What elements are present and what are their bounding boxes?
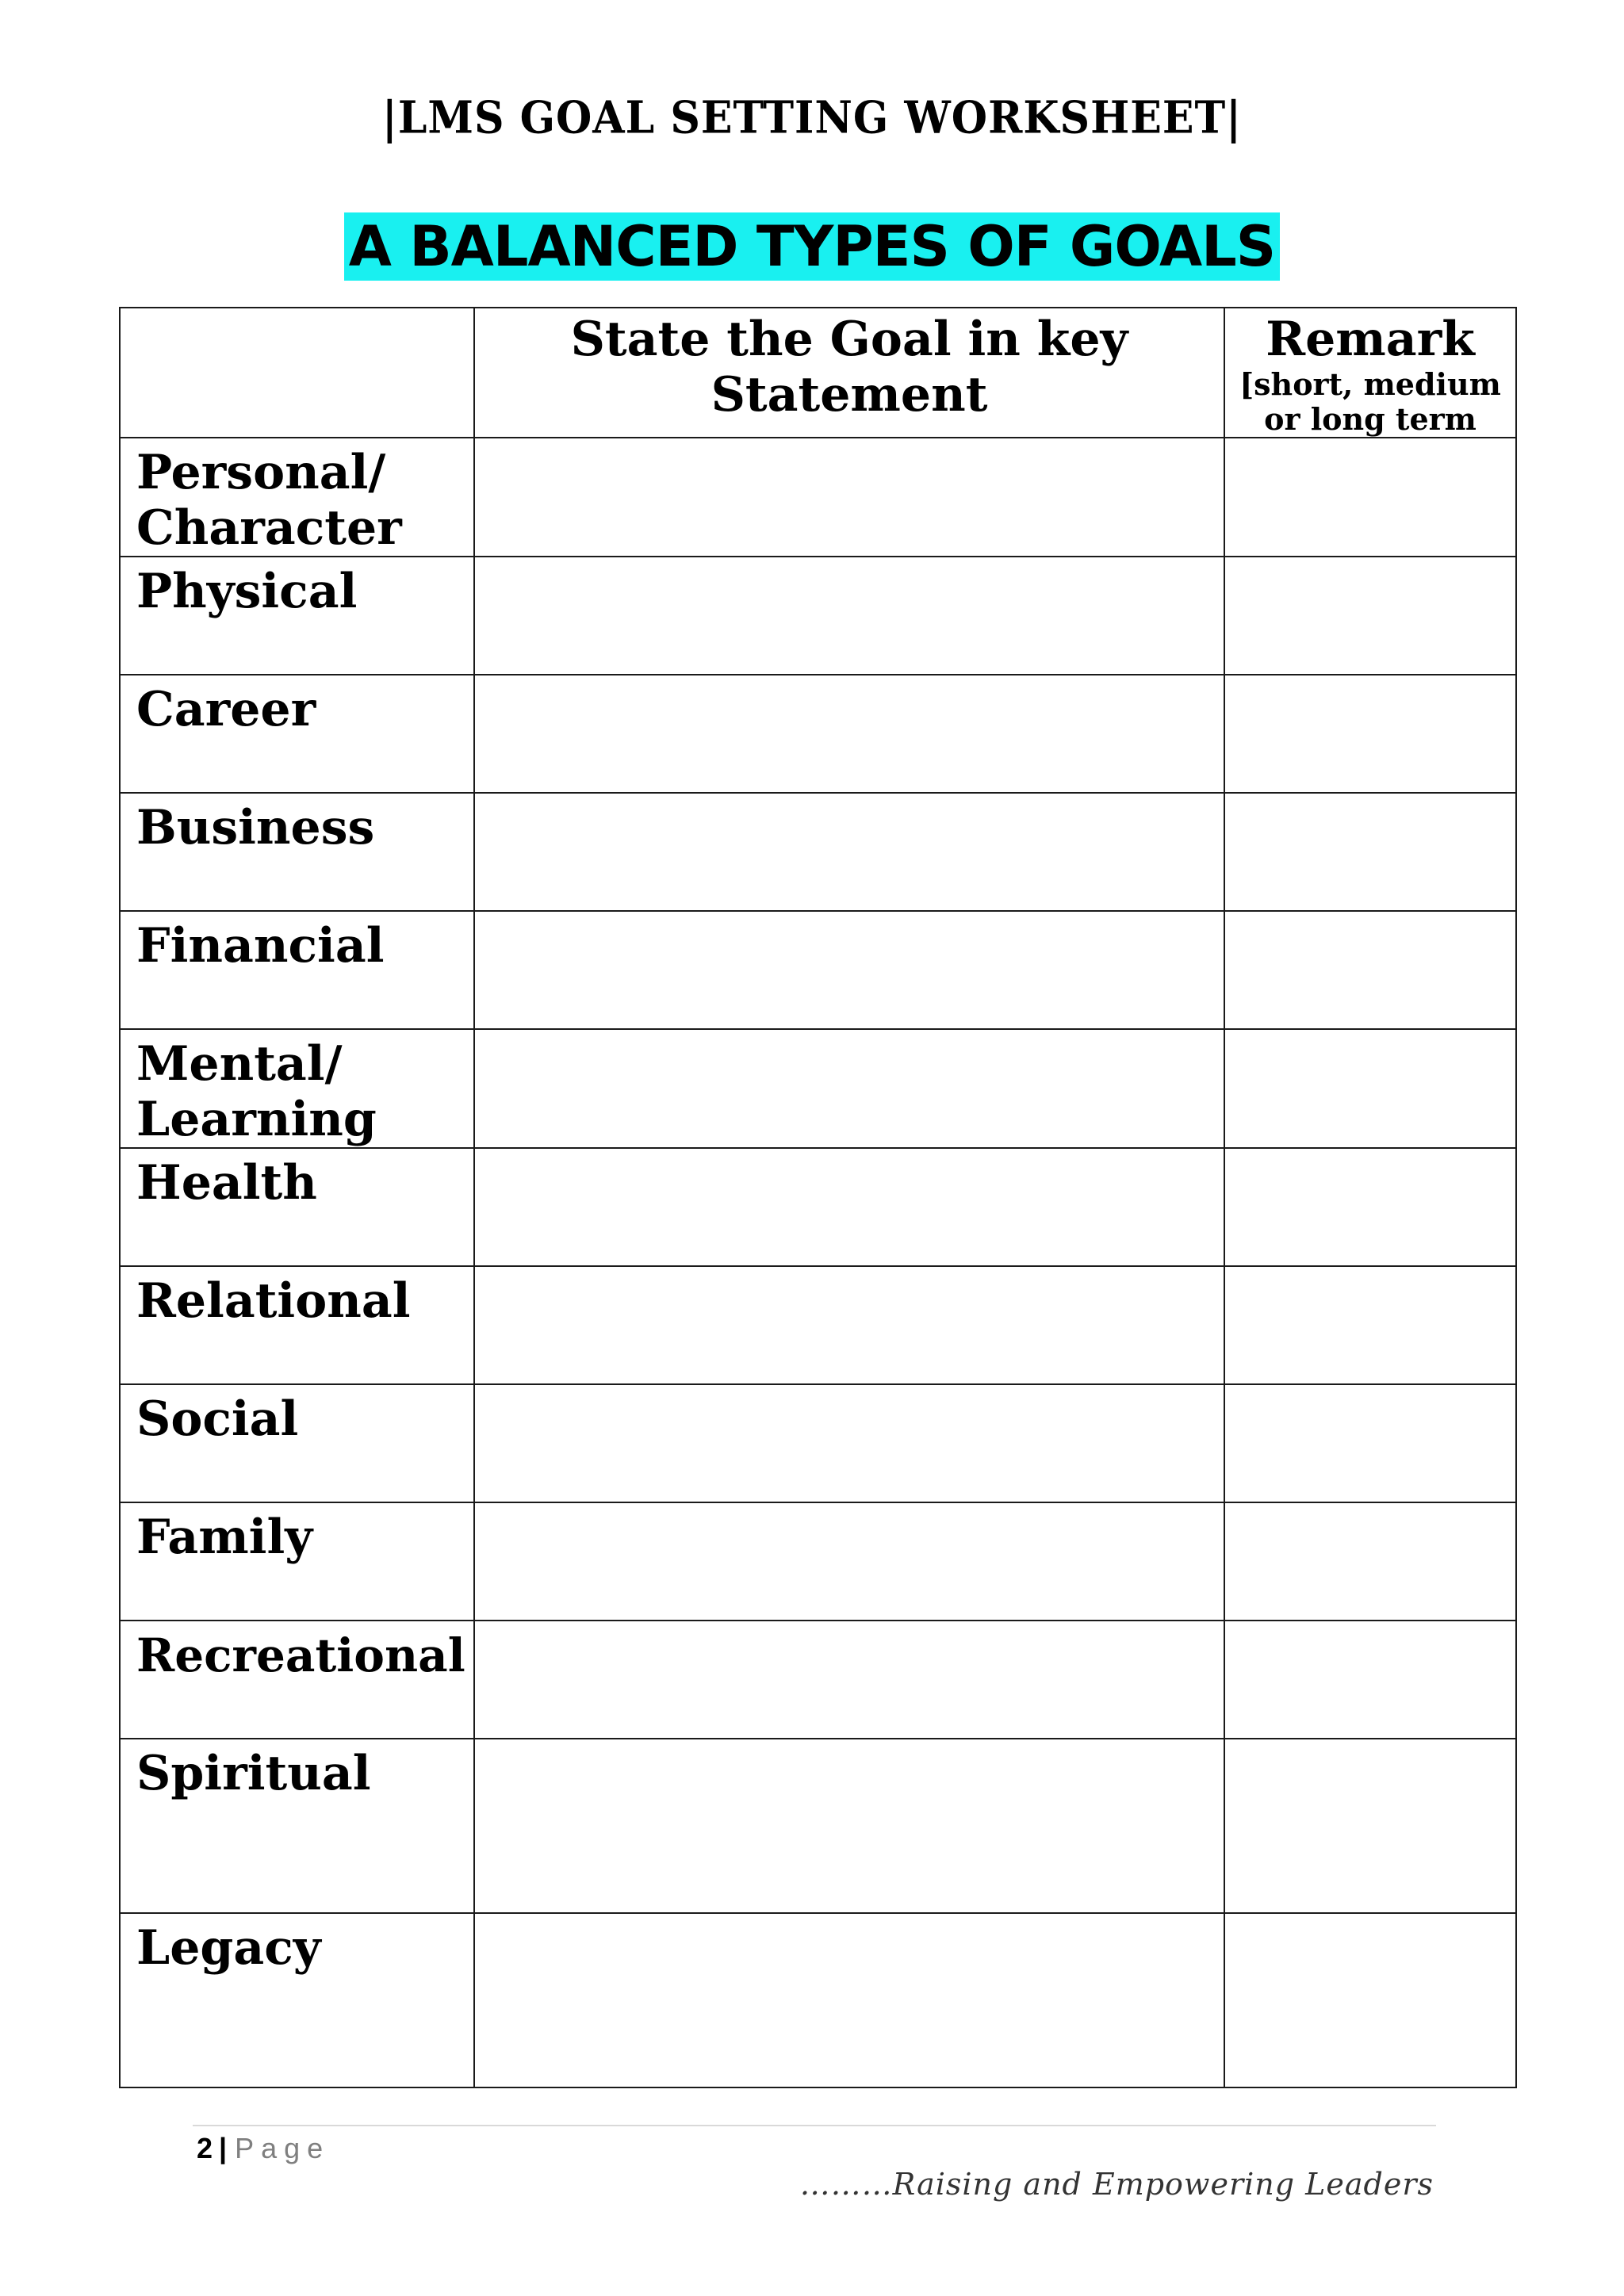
subtitle-container — [0, 212, 1624, 281]
category-label: Financial — [120, 911, 474, 1029]
category-label: Recreational — [120, 1621, 474, 1739]
remark-input-cell[interactable] — [1224, 1148, 1516, 1266]
remark-input-cell[interactable] — [1224, 1384, 1516, 1502]
remark-input-cell[interactable] — [1224, 1502, 1516, 1621]
header-category-cell — [120, 308, 474, 438]
table-row — [120, 793, 1516, 911]
goal-input-cell[interactable] — [474, 1913, 1224, 2087]
goal-input-cell[interactable] — [474, 1621, 1224, 1739]
goal-input-cell[interactable] — [474, 675, 1224, 793]
table-header-row — [120, 308, 1516, 438]
table-row — [120, 1148, 1516, 1266]
table-row — [120, 1384, 1516, 1502]
remark-input-cell[interactable] — [1224, 1029, 1516, 1148]
header-remark-cell — [1224, 308, 1516, 438]
goal-input-cell[interactable] — [474, 1148, 1224, 1266]
remark-input-cell[interactable] — [1224, 911, 1516, 1029]
goal-input-cell[interactable] — [474, 438, 1224, 557]
category-label: Relational — [120, 1266, 474, 1384]
goal-input-cell[interactable] — [474, 1502, 1224, 1621]
remark-input-cell[interactable] — [1224, 1739, 1516, 1913]
page-word: Page — [235, 2132, 331, 2164]
table-row — [120, 1913, 1516, 2087]
category-label: Personal/ Character — [120, 438, 474, 557]
header-goal-cell: State the Goal in key Statement — [474, 308, 1224, 438]
table-row — [120, 438, 1516, 557]
highlighted-subtitle: A BALANCED TYPES OF GOALS — [344, 212, 1280, 281]
table-row — [120, 1739, 1516, 1913]
table-row — [120, 557, 1516, 675]
goal-input-cell[interactable] — [474, 911, 1224, 1029]
remark-input-cell[interactable] — [1224, 1266, 1516, 1384]
remark-input-cell[interactable] — [1224, 438, 1516, 557]
goal-input-cell[interactable] — [474, 793, 1224, 911]
category-label: Health — [120, 1148, 474, 1266]
category-label: Physical — [120, 557, 474, 675]
remark-input-cell[interactable] — [1224, 1913, 1516, 2087]
page-separator: | — [219, 2132, 228, 2164]
category-label: Legacy — [120, 1913, 474, 2087]
footer-divider — [193, 2125, 1436, 2126]
remark-input-cell[interactable] — [1224, 1621, 1516, 1739]
document-title: |LMS GOAL SETTING WORKSHEET| — [381, 91, 1243, 144]
category-label: Spiritual — [120, 1739, 474, 1913]
category-label: Career — [120, 675, 474, 793]
table-row — [120, 1621, 1516, 1739]
category-label: Family — [120, 1502, 474, 1621]
table-row — [120, 675, 1516, 793]
remark-subtitle: [short, medium or long term — [1239, 366, 1501, 437]
category-label: Mental/ Learning — [120, 1029, 474, 1148]
table-row — [120, 1266, 1516, 1384]
goal-input-cell[interactable] — [474, 1266, 1224, 1384]
goal-input-cell[interactable] — [474, 1029, 1224, 1148]
table-row — [120, 911, 1516, 1029]
table-row — [120, 1029, 1516, 1148]
footer-tagline: ………Raising and Empowering Leaders — [799, 2167, 1434, 2202]
goal-input-cell[interactable] — [474, 1384, 1224, 1502]
category-label: Social — [120, 1384, 474, 1502]
remark-input-cell[interactable] — [1224, 793, 1516, 911]
goal-input-cell[interactable] — [474, 557, 1224, 675]
table-row — [120, 1502, 1516, 1621]
goals-table — [119, 307, 1517, 2088]
remark-input-cell[interactable] — [1224, 557, 1516, 675]
category-label: Business — [120, 793, 474, 911]
page-number-value: 2 — [197, 2132, 213, 2164]
remark-input-cell[interactable] — [1224, 675, 1516, 793]
remark-title: Remark — [1266, 312, 1475, 367]
page-number — [197, 2131, 330, 2166]
goal-input-cell[interactable] — [474, 1739, 1224, 1913]
